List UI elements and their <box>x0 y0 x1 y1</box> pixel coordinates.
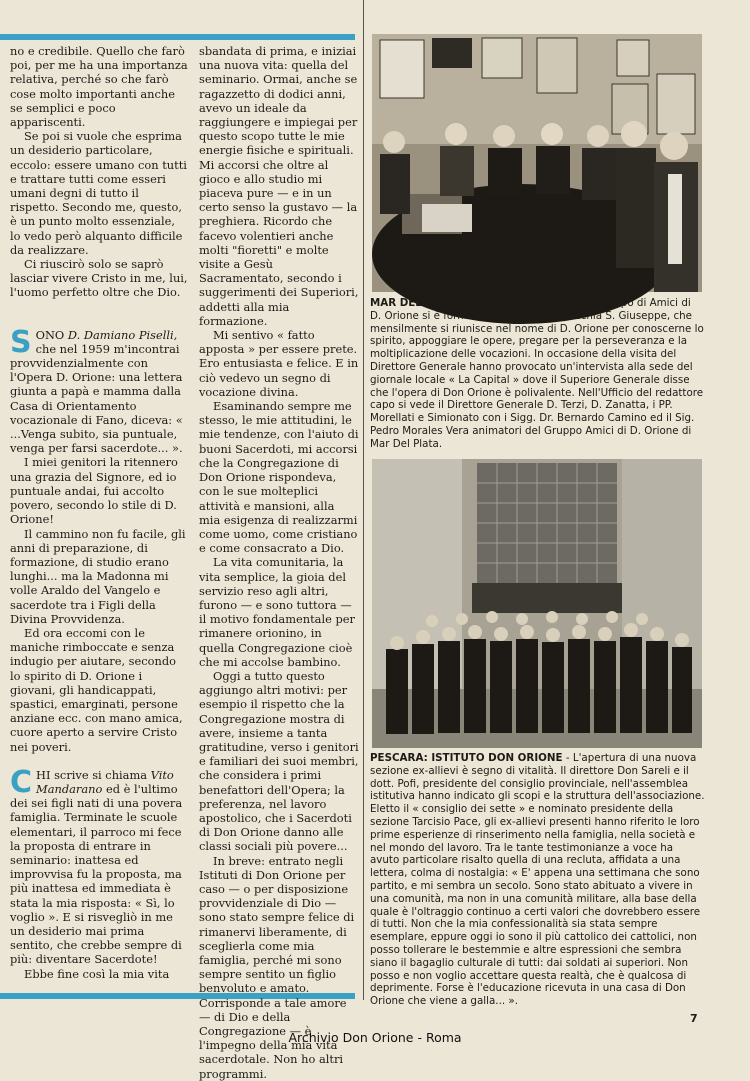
meeting-photo-illustration <box>372 34 702 292</box>
page-number: 7 <box>690 1012 698 1025</box>
photo-pescara <box>372 459 702 748</box>
paragraph: Mi sentivo « fatto apposta » per essere prete. Ero entusiasta e felice. E in ciò vedevo un segno di vocazione divina. <box>199 328 359 399</box>
paragraph: Oggi a tutto questo aggiungo altri motivi: per esempio il rispetto che la Congregazione mostra di avere, insieme a tanta gratitudine, verso i genitori e familiari dei suoi membri, che considera i primi benefattori dell'Opera; la preferenza, nel lavoro apostolico, che i Sacerdoti di Don Orione danno alle classi sociali più povere... <box>199 668 359 854</box>
paragraph: In breve: entrato negli Istituti di Don Orione per caso — o per disposizione provvidenziale di Dio — sono stato sempre felice di rimanervi liberamente, di sceglierla come mia famiglia, perché mi sono sempre sentito un figlio benvoluto e amato. Corrisponde a tale amore — di Dio e della Congregazione — è l'impegno della mia vita sacerdotale. Non ho altri programmi. <box>199 853 355 1081</box>
paragraph: Il cammino non fu facile, gli anni di preparazione, di formazione, di studio erano lunghi... ma la Madonna mi volle Araldo del Vangelo e sacerdote tra i Figli della Divina Provvidenza. <box>10 526 186 626</box>
text-column-2 <box>199 44 359 1081</box>
paragraph: Ebbe fine così la mia vita <box>24 966 170 981</box>
paragraph: Esaminando sempre me stesso, le mie attitudini, le mie tendenze, con l'aiuto di buoni Sacerdoti, mi accorsi che la Congregazione di Don Orione rispondeva, con le sue molteplici attività e mansioni, alla mia esigenza di realizzarmi come uomo, come cristiano e come consacrato a Dio. <box>199 399 359 556</box>
drop-cap: C <box>10 764 33 800</box>
top-accent-bar <box>0 34 355 40</box>
testimony-piselli-lead: SONO D. Damiano Piselli, che nel 1959 m'incontrai provvidenzialmente con l'Opera D. Orione: una lettera giunta a papà e mamma dalla Casa di Orientamento vocazionale di Fano, diceva: « ...Venga subito, sia puntuale, venga per farsi sacerdote... ». <box>10 324 183 456</box>
text-column-1 <box>10 44 188 981</box>
paragraph: I miei genitori la ritennero una grazia del Signore, ed io puntuale andai, fui accolto povero, secondo lo stile di D. Orione! <box>10 455 178 527</box>
testimony-mandarano-lead: CHI scrive si chiama Vito Mandarano ed è l'ultimo dei sei figli nati di una povera famiglia. Terminate le scuole elementari, il parroco mi fece la proposta di entrare in seminario: inattesa ed improvvisa fu la proposta, ma più inattesa ed immediata è stata la mia risposta: « Sì, lo voglio ». E si risvegliò in me un desiderio mai prima sentito, che crebbe sempre di più: diventare Sacerdote! <box>10 764 183 967</box>
caption-mar-del-plata: MAR DEL PLATA, Argentina - Un fiorente gruppo di Amici di D. Orione si è formato nell'Istituto-Parrocchia S. Giuseppe, che mensilmente si riunisce nel nome di D. Orione per conoscerne lo spirito, appoggiare le opere, pregare per la perseveranza e la moltiplicazione delle vocazioni. In occasione della visita del Direttore Generale hanno provocato un'intervista alla sede del giornale locale « La Capital » dove il Superiore Generale disse che l'opera di Don Orione è polivalente. Nell'Ufficio del redattore capo si vede il Direttore Generale D. Terzi, D. Zanatta, i PP. Morellati e Simionato con i Sigg. Dr. Bernardo Camino ed il Sig. Pedro Morales Vera animatori del Gruppo Amici di D. Orione di Mar Del Plata. <box>370 297 704 450</box>
drop-cap: S <box>10 324 32 360</box>
paragraph: La vita comunitaria, la vita semplice, la gioia del servizio reso agli altri, furono — e sono tuttora — il motivo fondamentale per rimanere orionino, in quella Congregazione cioè che mi accolse bambino. <box>199 555 355 669</box>
paragraph: no e credibile. Quello che farò poi, per me ha una importanza relativa, perché so che farò cose molto importanti anche se semplici e poco appariscenti. <box>10 44 188 130</box>
paragraph: sbandata di prima, e iniziai una nuova vita: quella del seminario. Ormai, anche se ragazzetto di dodici anni, avevo un ideale da raggiungere e impiegai per questo scopo tutte le mie energie fisiche e spirituali. Mi accorsi che oltre al gioco e allo studio mi piaceva pure — e in un certo senso la gustavo — la preghiera. Ricordo che facevo volentieri anche molti "fioretti" e molte visite a Gesù Sacramentato, secondo i suggerimenti dei Superiori, addetti alla mia formazione. <box>199 44 359 328</box>
group-photo-illustration <box>372 459 702 748</box>
paragraph: Ci riuscirò solo se saprò lasciar vivere Cristo in me, lui, l'uomo perfetto oltre che Dio. <box>10 257 188 300</box>
caption-pescara: PESCARA: ISTITUTO DON ORIONE - L'apertura di una nuova sezione ex-allievi è segno di vitalità. Il direttore Don Sareli e il dott. Pofi, presidente del consiglio provinciale, nell'assemblea istitutiva hanno indicato gli scopi e la struttura dell'associazione. Eletto il « consiglio dei sette » e nominato presidente della sezione Tarcisio Pace, gli ex-allievi presenti hanno riferito le loro prime esperienze di rinserimento nella famiglia, nella società e nel mondo del lavoro. Tra le tante testimonianze a voce ha avuto particolare risalto quella di una recluta, affidata a una lettera, colma di nostalgia: « E' appena una settimana che sono partito, e mi sembra un secolo. Sono stato abituato a vivere in una comunità, ma non in una comunità militare, alla base della quale è l'oltraggio continuo a certi valori che dovrebbero essere di tutti. Non che la mia confessionalità sia stata sempre esemplare, eppure oggi io sono il più cattolico dei cattolici, non posso tollerare le bestemmie e altre espressioni che sembra siano il bagaglio culturale di tutti: dai soldati ai superiori. Non posso e non voglio accettare questa realtà, che è qualcosa di deprimente. Forse è l'educazione ricevuta in una casa di Don Orione che viene a galla... ». <box>370 752 705 1008</box>
photo-mar-del-plata <box>372 34 702 292</box>
archive-footer: Archivio Don Orione - Roma <box>288 1030 462 1045</box>
paragraph: Ed ora eccomi con le maniche rimboccate e senza indugio per aiutare, secondo lo spirito di D. Orione i giovani, gli handicappati, spastici, emarginati, persone anziane ecc. con mano amica, cuore aperto a servire Cristo nei poveri. <box>10 625 183 754</box>
column-divider <box>363 0 364 1000</box>
paragraph: Se poi si vuole che esprima un desiderio particolare, eccolo: essere umano con tutti e trattare tutti come esseri umani degni di tutto il rispetto. Secondo me, questo, è un punto molto essenziale, lo vedo però alquanto difficile da realizzare. <box>10 129 187 257</box>
